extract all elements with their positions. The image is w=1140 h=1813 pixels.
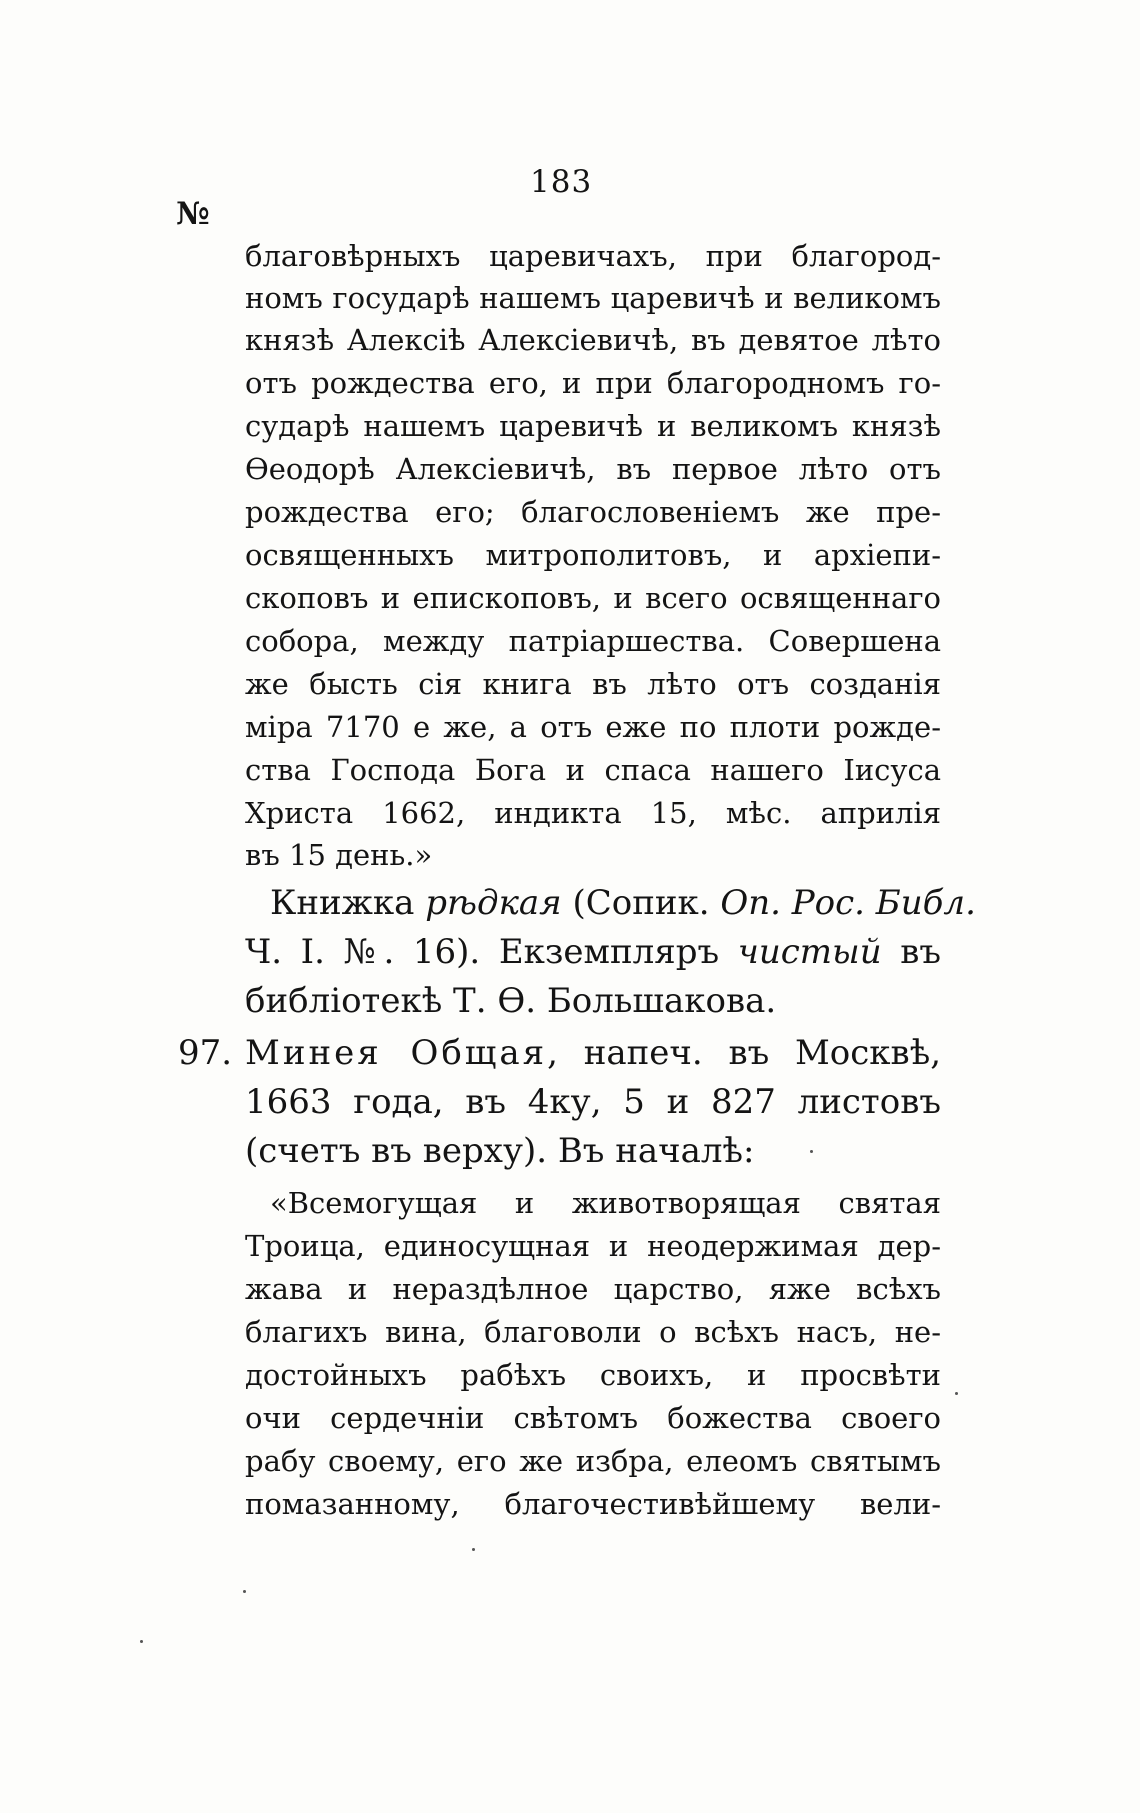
quote-line: «Всемогущая и животворящая святая (270, 1186, 941, 1220)
page-number: 183 (530, 164, 593, 200)
scan-speck (140, 1640, 143, 1643)
entry-heading-line: 1663 года, въ 4ку, 5 и 827 листовъ (245, 1082, 941, 1122)
quote-line: Троица, единосущная и неодержимая дер- (245, 1229, 941, 1263)
note-line (245, 930, 941, 974)
note-text: Книжка (270, 883, 426, 923)
quote-line: помазанному, благочестивѣйшему вели- (245, 1487, 941, 1521)
quote-line: жава и нераздѣлное царство, яже всѣхъ (245, 1272, 941, 1306)
text-line: рождества его; благословеніемъ же пре- (245, 495, 941, 529)
entry-text: , напеч. въ Москвѣ, (547, 1033, 942, 1073)
quote-line: очи сердечніи свѣтомъ божества своего (245, 1401, 941, 1435)
text-line: номъ государѣ нашемъ царевичѣ и великомъ (245, 281, 941, 315)
quote-line: благихъ вина, благоволи о всѣхъ насъ, не- (245, 1315, 941, 1349)
note-italic: Оп. Рос. Библ. (720, 883, 976, 923)
note-line (270, 881, 976, 925)
text-line: отъ рождества его, и при благородномъ го- (245, 366, 941, 400)
text-line: ства Господа Бога и спаса нашего Іисуса (245, 753, 941, 787)
text-line: Ѳеодорѣ Алексіевичѣ, въ первое лѣто отъ (245, 452, 941, 486)
entry-heading-line: (счетъ въ верху). Въ началѣ: (245, 1131, 755, 1171)
note-text: Ч. I. №. 16). Екземпляръ (245, 932, 738, 972)
note-italic: рѣдкая (425, 883, 562, 923)
text-line: сударѣ нашемъ царевичѣ и великомъ князѣ (245, 409, 941, 443)
note-text: (Сопик. (561, 883, 721, 923)
quote-line: рабу своему, его же избра, елеомъ святымъ (245, 1444, 941, 1478)
text-line: міра 7170 е же, а отъ еже по плоти рожде- (245, 710, 941, 744)
scan-speck (243, 1590, 246, 1593)
entry-title: Минея Общая (245, 1033, 548, 1073)
text-line: собора, между патріаршества. Совершена (245, 624, 941, 658)
entry-heading-line (245, 1031, 941, 1075)
text-line: въ 15 день.» (245, 838, 433, 872)
text-line: скоповъ и епископовъ, и всего освященнаго (245, 581, 941, 615)
text-line: Христа 1662, индикта 15, мѣс. априлія (245, 796, 941, 830)
note-line: библіотекѣ Т. Ѳ. Большакова. (245, 981, 777, 1021)
margin-mark: № (176, 196, 210, 232)
scan-speck (810, 1150, 813, 1153)
entry-number: 97. (178, 1033, 233, 1073)
scan-speck (955, 1392, 958, 1395)
text-line: князѣ Алексіѣ Алексіевичѣ, въ девятое лѣто (245, 323, 941, 357)
note-italic: чистый (737, 932, 882, 972)
scan-speck (472, 1548, 475, 1551)
quote-line: достойныхъ рабѣхъ своихъ, и просвѣти (245, 1358, 941, 1392)
text-line: же бысть сія книга въ лѣто отъ созданія (245, 667, 941, 701)
text-line: благовѣрныхъ царевичахъ, при благород- (245, 239, 941, 273)
note-text: въ (881, 932, 941, 972)
text-line: освященныхъ митрополитовъ, и архіепи- (245, 538, 941, 572)
